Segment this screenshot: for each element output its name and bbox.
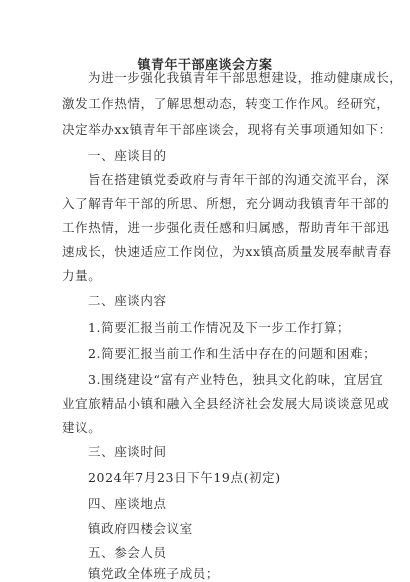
document-title: 镇青年干部座谈会方案 bbox=[137, 58, 273, 73]
paragraph-line: 入了解青年干部的所思、所想，充分调动我镇青年干部的 bbox=[62, 196, 390, 211]
paragraph-line: 激发工作热情，了解思想动态，转变工作作风。经研究， bbox=[62, 96, 390, 111]
meeting-time: 2024年7月23日下午19点(初定) bbox=[88, 470, 281, 485]
section-heading: 二、座谈内容 bbox=[88, 293, 167, 308]
list-item: 1.简要汇报当前工作情况及下一步工作打算； bbox=[88, 320, 351, 335]
paragraph-line: 建议。 bbox=[62, 420, 102, 435]
paragraph-line: 业宜旅精品小镇和融入全县经济社会发展大局谈谈意见或 bbox=[62, 396, 390, 411]
section-heading: 五、参会人员 bbox=[88, 545, 167, 560]
paragraph-line: 为进一步强化我镇青年干部思想建设，推动健康成长， bbox=[88, 70, 403, 85]
meeting-location: 镇政府四楼会议室 bbox=[88, 521, 193, 536]
paragraph-line: 力量。 bbox=[62, 268, 102, 283]
section-heading: 三、座谈时间 bbox=[88, 444, 167, 459]
paragraph-line: 旨在搭建镇党委政府与青年干部的沟通交流平台，深 bbox=[88, 172, 390, 187]
list-item: 3.围绕建设“富有产业特色，独具文化韵味，宜居宜 bbox=[88, 372, 384, 387]
section-heading: 四、座谈地点 bbox=[88, 496, 167, 511]
paragraph-line: 决定举办xx镇青年干部座谈会，现将有关事项通知如下： bbox=[62, 122, 392, 137]
attendees-line: 镇党政全体班子成员； bbox=[88, 566, 220, 581]
paragraph-line: 工作热情，进一步强化责任感和归属感，帮助青年干部迅 bbox=[62, 220, 390, 235]
list-item: 2.简要汇报当前工作和生活中存在的问题和困难； bbox=[88, 346, 377, 361]
paragraph-line: 速成长，快速适应工作岗位，为xx镇高质量发展奉献青春 bbox=[62, 244, 392, 259]
section-heading: 一、座谈目的 bbox=[88, 148, 167, 163]
